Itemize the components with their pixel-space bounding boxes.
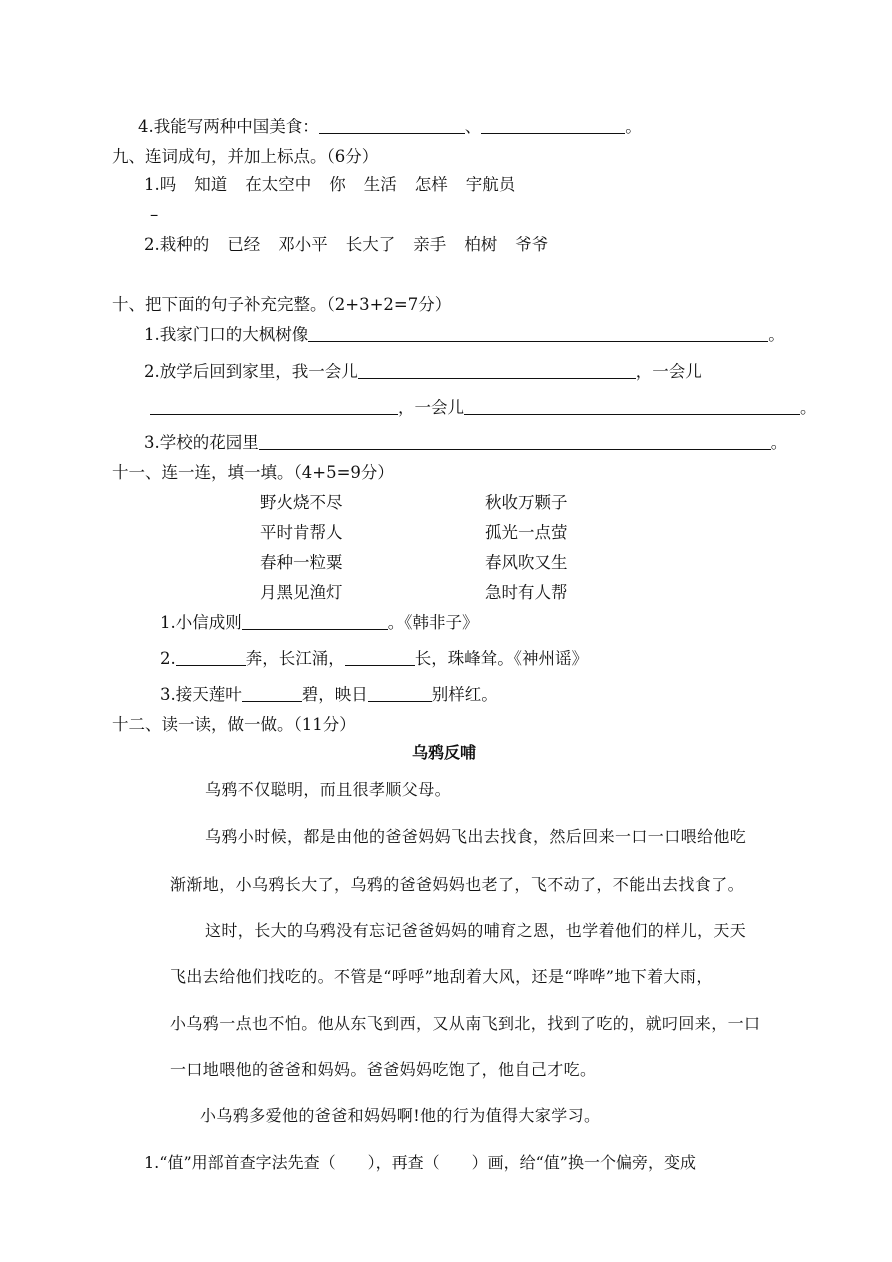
s2-word: 已经 xyxy=(227,235,261,254)
q3-end: 。 xyxy=(770,433,788,452)
f1-blank[interactable] xyxy=(242,613,388,630)
s2-word: 长大了 xyxy=(345,235,396,254)
q2-prompt: 2.放学后回到家里，我一会儿 xyxy=(144,362,358,381)
sec10-q2-cont xyxy=(150,397,817,419)
sec9-heading: 九、连词成句，并加上标点。（6分） xyxy=(112,147,379,166)
sec11-fill-3 xyxy=(160,684,498,706)
s2-label: 2. xyxy=(144,235,160,254)
f2-blank-2[interactable] xyxy=(345,649,415,666)
sec12-heading: 十二、读一读，做一做。（11分） xyxy=(112,715,356,734)
f3-prompt: 3.接天莲叶 xyxy=(160,685,242,704)
s2-word: 亲手 xyxy=(413,235,447,254)
sec12-q1: 1.“值”用部首查字法先查（ ），再查（ ）画，给“值”换一个偏旁，变成 xyxy=(144,1153,696,1172)
sec9-dash: – xyxy=(150,205,159,224)
match-right-1[interactable]: 秋收万颗子 xyxy=(485,493,568,512)
match-left-4[interactable]: 月黑见渔灯 xyxy=(260,583,343,602)
sec10-q1 xyxy=(144,324,785,346)
s1-word: 知道 xyxy=(194,175,228,194)
sec10-q2 xyxy=(144,361,702,383)
f2-blank-1[interactable] xyxy=(176,649,246,666)
match-left-3[interactable]: 春种一粒粟 xyxy=(260,553,343,572)
s1-word: 宇航员 xyxy=(465,175,516,194)
q3-blank[interactable] xyxy=(259,433,771,450)
s2-word: 爷爷 xyxy=(515,235,549,254)
q1-blank[interactable] xyxy=(308,325,768,342)
sec11-heading: 十一、连一连，填一填。（4+5=9分） xyxy=(112,463,394,482)
f3-mid: 碧，映日 xyxy=(301,685,368,704)
sec11-fill-2 xyxy=(160,648,588,670)
passage-line-1: 乌鸦不仅聪明，而且很孝顺父母。 xyxy=(205,780,452,799)
q4-blank-1[interactable] xyxy=(319,117,465,134)
q2-end: 。 xyxy=(800,398,817,417)
q4-end: 。 xyxy=(625,117,642,136)
sec9-sentence-1 xyxy=(144,174,515,196)
sec11-fill-1 xyxy=(160,612,479,634)
q4-prompt: 4.我能写两种中国美食： xyxy=(138,117,319,136)
q4-sep: 、 xyxy=(464,117,482,136)
q1-end: 。 xyxy=(768,325,785,344)
f2-mid: 奔，长江涌， xyxy=(245,649,345,668)
passage-line-2: 乌鸦小时候，都是由他的爸爸妈妈飞出去找食，然后回来一口一口喂给他吃 xyxy=(205,827,747,846)
s2-word: 柏树 xyxy=(464,235,498,254)
s1-word: 吗 xyxy=(159,175,177,194)
f1-source: 。《韩非子》 xyxy=(387,613,479,632)
s2-word: 邓小平 xyxy=(278,235,328,254)
s2-word: 栽种的 xyxy=(159,235,210,254)
q2-mid: ，一会儿 xyxy=(635,362,702,381)
passage-line-5: 飞出去给他们找吃的。不管是“呼呼”地刮着大风，还是“哗哗”地下着大雨， xyxy=(170,967,713,986)
f2-label: 2. xyxy=(160,649,176,668)
f3-end: 别样红。 xyxy=(431,685,498,704)
f1-prompt: 1.小信成则 xyxy=(160,613,242,632)
f3-blank-1[interactable] xyxy=(242,685,302,702)
sec10-q3 xyxy=(144,432,787,454)
q2-blank-2[interactable] xyxy=(150,398,398,415)
s1-word: 在太空中 xyxy=(245,175,312,194)
match-right-3[interactable]: 春风吹又生 xyxy=(485,553,568,572)
passage-line-7: 一口地喂他的爸爸和妈妈。爸爸妈妈吃饱了，他自己才吃。 xyxy=(170,1060,597,1079)
s1-word: 怎样 xyxy=(414,175,448,194)
match-right-2[interactable]: 孤光一点萤 xyxy=(485,523,568,542)
f3-blank-2[interactable] xyxy=(368,685,432,702)
passage-line-4: 这时，长大的乌鸦没有忘记爸爸妈妈的哺育之恩，也学着他们的样儿，天天 xyxy=(205,921,747,940)
sec10-heading: 十、把下面的句子补充完整。（2+3+2=7分） xyxy=(112,295,452,314)
passage-line-3: 渐渐地，小乌鸦长大了，乌鸦的爸爸妈妈也老了，飞不动了，不能出去找食了。 xyxy=(170,875,745,894)
match-left-2[interactable]: 平时肯帮人 xyxy=(260,523,343,542)
passage-line-8: 小乌鸦多爱他的爸爸和妈妈啊!他的行为值得大家学习。 xyxy=(200,1106,601,1125)
s1-label: 1. xyxy=(144,175,160,194)
q2-blank-3[interactable] xyxy=(464,398,800,415)
match-right-4[interactable]: 急时有人帮 xyxy=(485,583,568,602)
q1-prompt: 1.我家门口的大枫树像 xyxy=(144,325,309,344)
s1-word: 你 xyxy=(329,175,346,194)
q2-mid-2: ，一会儿 xyxy=(398,398,464,417)
passage-title: 乌鸦反哺 xyxy=(412,743,477,762)
q4-line xyxy=(138,116,642,138)
q3-prompt: 3.学校的花园里 xyxy=(144,433,259,452)
match-left-1[interactable]: 野火烧不尽 xyxy=(260,493,343,512)
q2-blank-1[interactable] xyxy=(358,362,636,379)
f2-source: 长，珠峰耸。《神州谣》 xyxy=(414,649,588,668)
q4-blank-2[interactable] xyxy=(481,117,625,134)
s1-word: 生活 xyxy=(363,175,397,194)
sec9-sentence-2 xyxy=(144,234,548,256)
passage-line-6: 小乌鸦一点也不怕。他从东飞到西，又从南飞到北，找到了吃的，就叼回来，一口 xyxy=(170,1014,761,1033)
